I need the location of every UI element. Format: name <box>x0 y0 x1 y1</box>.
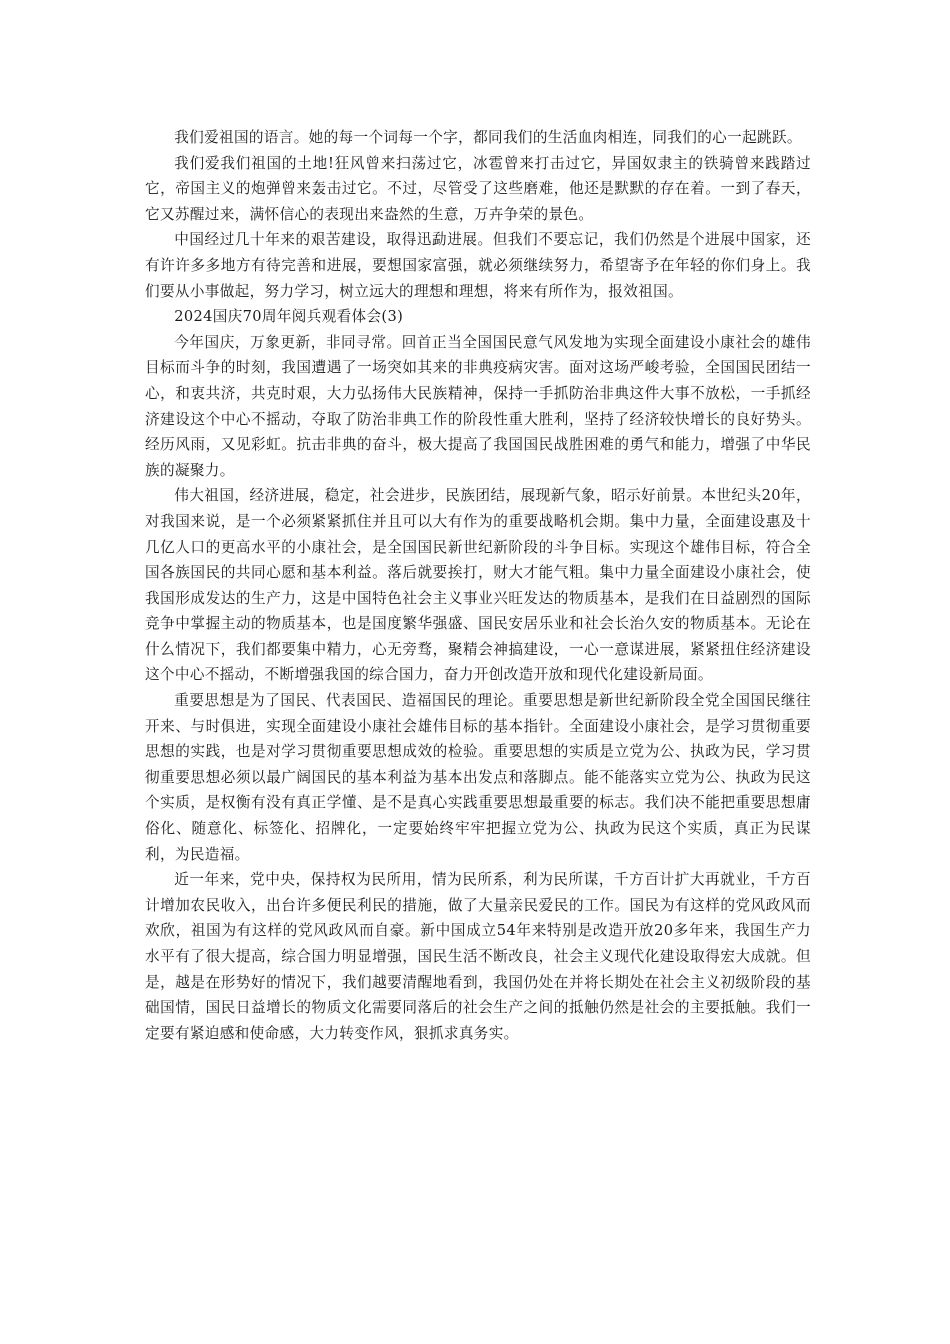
paragraph-past-year: 近一年来，党中央，保持权为民所用，情为民所系，利为民所谋，千方百计扩大再就业，千方百计增加农民收入，出台许多便民利民的措施，做了大量亲民爱民的工作。国民为有这样的党风政风而欢欣，祖国为有这样的党风政风而自豪。新中国成立54年来特别是改造开放20多年来，我国生产力水平有了很大提高，综合国力明显增强，国民生活不断改良，社会主义现代化建设取得宏大成就。但是，越是在形势好的情况下，我们越要清醒地看到，我国仍处在并将长期处在社会主义初级阶段的基础国情，国民日益增长的物质文化需要同落后的社会生产之间的抵触仍然是社会的主要抵触。我们一定要有紧迫感和使命感，大力转变作风，狠抓求真务实。 <box>145 871 811 1042</box>
section-title: 2024国庆70周年阅兵观看体会(3) <box>174 308 404 326</box>
paragraph-important-thought: 重要思想是为了国民、代表国民、造福国民的理论。重要思想是新世纪新阶段全党全国国民继往开来、与时俱进，实现全面建设小康社会雄伟目标的基本指针。全面建设小康社会，是学习贯彻重要思想的实践，也是对学习贯彻重要思想成效的检验。重要思想的实质是立党为公、执政为民，学习贯彻重要思想必须以最广阔国民的基本利益为基本出发点和落脚点。能不能落实立党为公、执政为民这个实质，是权衡有没有真正学懂、是不是真心实践重要思想最重要的标志。我们决不能把重要思想庸俗化、随意化、标签化、招牌化，一定要始终牢牢把握立党为公、执政为民这个实质，真正为民谋利，为民造福。 <box>145 692 811 863</box>
paragraph-land: 我们爱我们祖国的土地!狂风曾来扫荡过它，冰雹曾来打击过它，异国奴隶主的铁骑曾来践踏过它，帝国主义的炮弹曾来轰击过它。不过，尽管受了这些磨难，他还是默默的存在着。一到了春天，它又苏醒过来，满怀信心的表现出来盎然的生意，万卉争荣的景色。 <box>145 154 811 223</box>
paragraph-development: 中国经过几十年来的艰苦建设，取得迅勐进展。但我们不要忘记，我们仍然是个进展中国家，还有许许多多地方有待完善和进展，要想国家富强，就必须继续努力，希望寄予在年轻的你们身上。我们要从小事做起，努力学习，树立远大的理想和理想，将来有所作为，报效祖国。 <box>145 231 811 300</box>
paragraph-national-day: 今年国庆，万象更新，非同寻常。回首正当全国国民意气风发地为实现全面建设小康社会的雄伟目标而斗争的时刻，我国遭遇了一场突如其来的非典疫病灾害。面对这场严峻考验，全国国民团结一心，和衷共济，共克时艰，大力弘扬伟大民族精神，保持一手抓防治非典这件大事不放松，一手抓经济建设这个中心不摇动，夺取了防治非典工作的阶段性重大胜利，坚持了经济较快增长的良好势头。经历风雨，又见彩虹。抗击非典的奋斗，极大提高了我国国民战胜困难的勇气和能力，增强了中华民族的凝聚力。 <box>145 333 811 479</box>
paragraph-great-motherland: 伟大祖国，经济进展，稳定，社会进步，民族团结，展现新气象，昭示好前景。本世纪头20年，对我国来说，是一个必须紧紧抓住并且可以大有作为的重要战略机会期。集中力量，全面建设惠及十几亿人口的更高水平的小康社会，是全国国民新世纪新阶段的斗争目标。实现这个雄伟目标，符合全国各族国民的共同心愿和基本利益。落后就要挨打，财大才能气粗。集中力量全面建设小康社会，使我国形成发达的生产力，这是中国特色社会主义事业兴旺发达的物质基本，是我们在日益剧烈的国际竞争中掌握主动的物质基本，也是国度繁华强盛、国民安居乐业和社会长治久安的物质基本。无论在什么情况下，我们都要集中精力，心无旁骛，聚精会神搞建设，一心一意谋进展，紧紧扭住经济建设这个中心不摇动，不断增强我国的综合国力，奋力开创改造开放和现代化建设新局面。 <box>145 487 811 684</box>
document-page <box>145 125 811 1046</box>
paragraph-language: 我们爱祖国的语言。她的每一个词每一个字，都同我们的生活血肉相连，同我们的心一起跳跃。 <box>174 129 802 146</box>
